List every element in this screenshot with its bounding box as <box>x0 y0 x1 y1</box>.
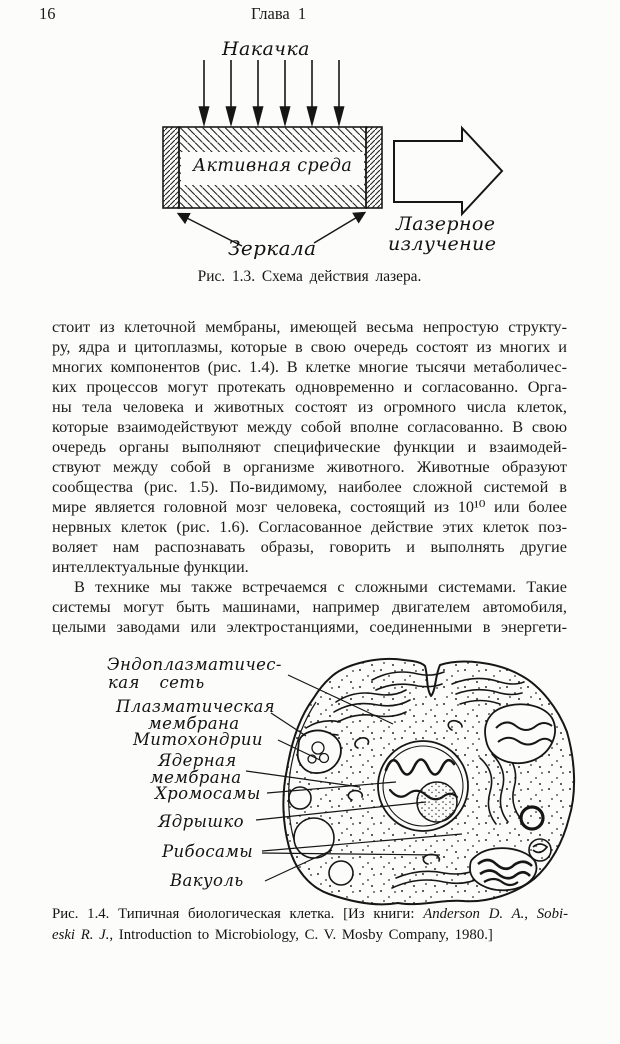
label-nuclear-membrane-line1: Ядерная <box>158 751 237 770</box>
cell-figure-drawing <box>0 650 620 908</box>
body-line: ствуют между собой в организме животного. Животные образуют <box>52 457 567 476</box>
label-vacuole: Вакуоль <box>170 871 244 890</box>
label-nucleolus: Ядрышко <box>158 812 245 831</box>
label-nuclear-membrane-line2: мембрана <box>150 768 242 787</box>
caption-authors-continued: eski R. J., <box>52 927 114 943</box>
label-plasma-membrane-line2: мембрана <box>148 714 240 733</box>
laser-beam-arrow <box>394 128 502 214</box>
body-line: интеллектуальные функции. <box>52 557 249 576</box>
laser-figure-caption: Рис. 1.3. Схема действия лазера. <box>197 268 422 285</box>
label-endoplasmic-reticulum-line2: кая сеть <box>108 673 205 692</box>
caption-authors-part: Anderson D. A., Sobi- <box>423 906 568 922</box>
caption-source-part: Introduction to Microbiology, C. V. Mosby Company, 1980.] <box>113 927 493 943</box>
body-line: стоит из клеточной мембраны, имеющей весьма непростую структу- <box>52 317 567 336</box>
body-line: которые взаимодействуют между собой вполне согласованно. В свою <box>52 417 567 436</box>
mirror-left <box>163 127 179 208</box>
pump-arrows <box>200 60 344 124</box>
body-line: многих компонентов (рис. 1.4). В клетке многие тысячи метаболичес- <box>52 357 567 376</box>
body-line: воляет нам распознавать образы, говорить и выполнять другие <box>52 537 567 556</box>
body-line: целыми заводами или электростанциями, соединенными в энергети- <box>52 617 567 636</box>
label-mitochondria: Митохондрии <box>133 730 263 749</box>
cell-figure-caption-line1 <box>52 906 568 923</box>
caption-russian-part: Рис. 1.4. Типичная биологическая клетка. [Из книги: <box>52 906 424 922</box>
body-line: очередь органы выполняют специфические функции и взаимодей- <box>52 437 567 456</box>
label-endoplasmic-reticulum-line1: Эндоплазматичес- <box>107 655 282 674</box>
body-line: ру, ядра и цитоплазмы, которые в свою очередь состоят из многих и <box>52 337 567 356</box>
mirror-right <box>366 127 382 208</box>
label-chromosomes: Хромосамы <box>155 784 261 803</box>
pump-label: Накачка <box>222 38 310 60</box>
body-line: системы могут быть машинами, например двигателем автомобиля, <box>52 597 567 616</box>
mirrors-label: Зеркала <box>228 236 317 260</box>
laser-diagram <box>0 0 620 310</box>
body-line: мире является головной мозг человека, состоящий из 10¹⁰ или более <box>52 497 567 516</box>
beam-label-line1: Лазерное <box>396 213 496 235</box>
beam-label-line2: излучение <box>388 233 497 255</box>
active-medium-label: Активная среда <box>192 156 353 176</box>
body-line: сообщества (рис. 1.5). По-видимому, наиболее сложной системой в <box>52 477 567 496</box>
body-text <box>52 317 567 637</box>
body-line: В технике мы также встречаемся с сложными системами. Такие <box>74 577 567 596</box>
chapter-header: Глава 1 <box>251 4 307 23</box>
label-plasma-membrane-line1: Плазматическая <box>116 697 276 716</box>
label-ribosomes: Рибосамы <box>162 842 254 861</box>
cell-figure-caption-line2 <box>52 927 568 944</box>
nucleus <box>378 741 468 831</box>
page-number: 16 <box>39 4 56 23</box>
body-line: нервных клеток (рис. 1.6). Согласованное действие этих клеток поз- <box>52 517 567 536</box>
body-line: ких процессов могут протекать одновременно и согласованно. Орга- <box>52 377 567 396</box>
body-line: ны тела человека и животных состоят из огромного числа клеток, <box>52 397 567 416</box>
